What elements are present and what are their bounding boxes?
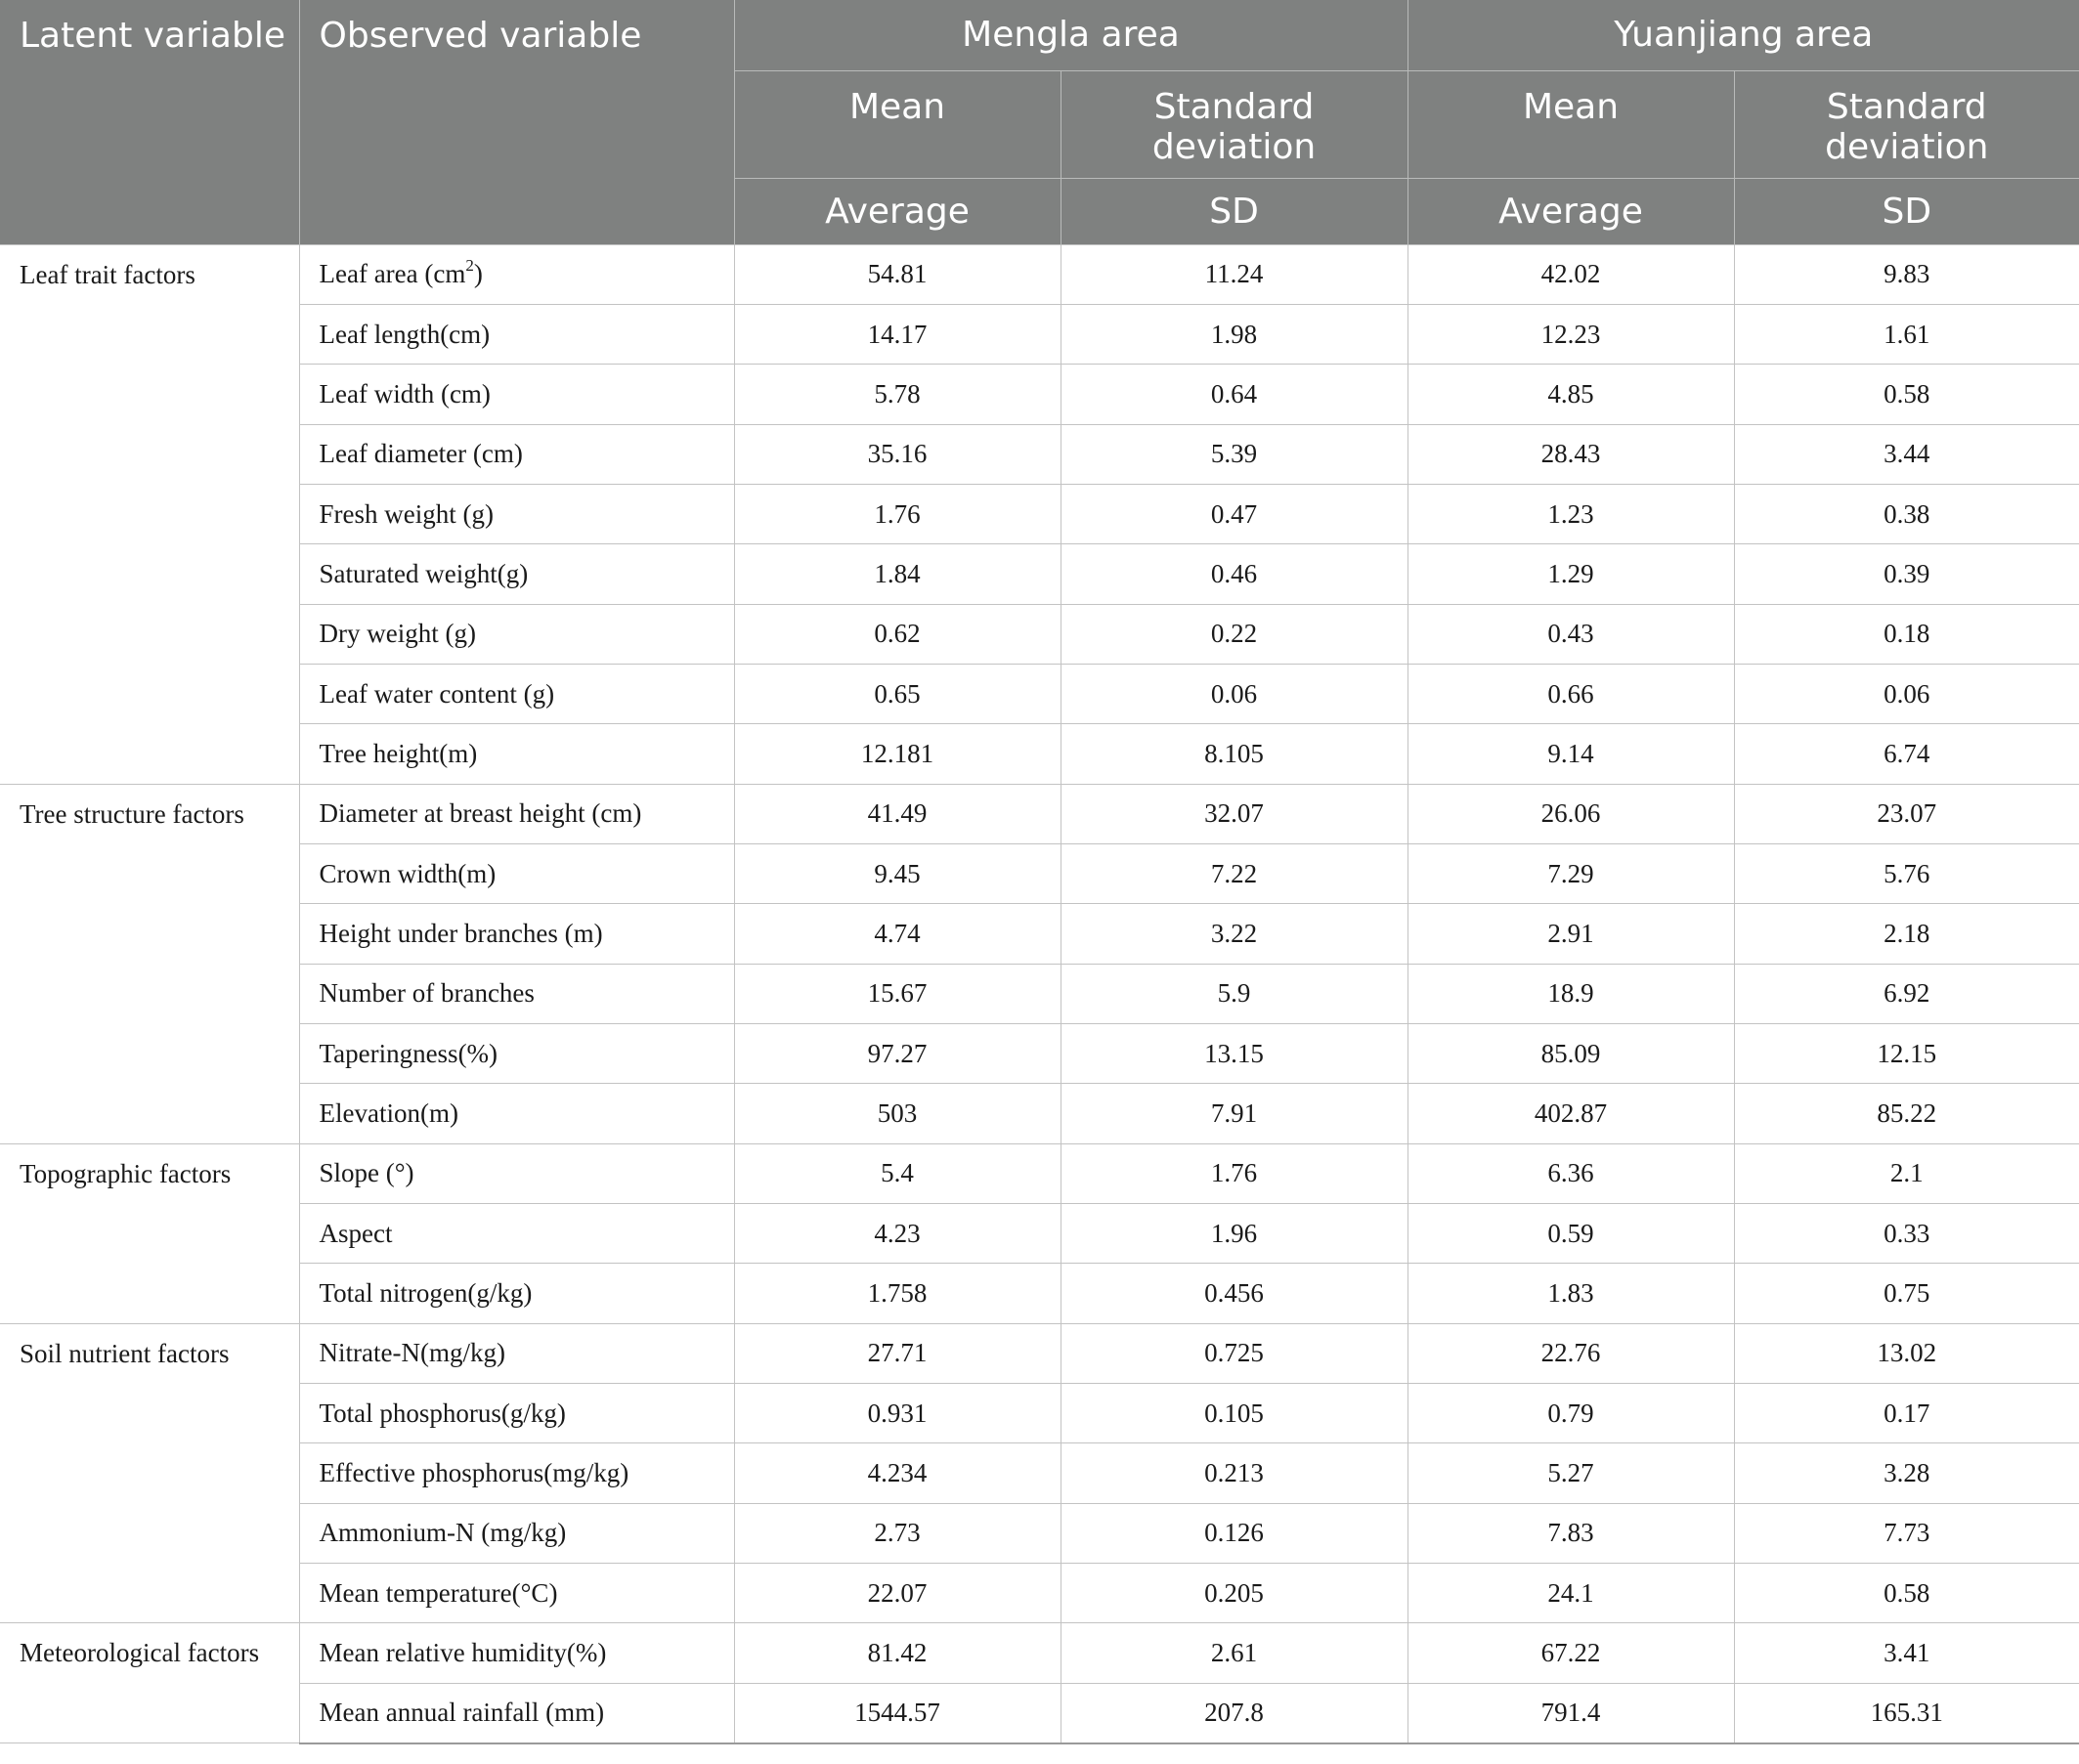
yuanjiang-mean-cell: 0.59 [1408, 1204, 1734, 1264]
mengla-mean-cell: 4.234 [734, 1443, 1061, 1503]
mengla-sd-cell: 0.22 [1061, 604, 1408, 664]
observed-variable-label: Total phosphorus(g/kg) [319, 1398, 566, 1428]
yuanjiang-sd-cell: 3.44 [1734, 424, 2079, 484]
unit-superscript: 2 [465, 256, 474, 276]
mengla-sd-cell: 1.96 [1061, 1204, 1408, 1264]
yuanjiang-mean-cell: 9.14 [1408, 724, 1734, 784]
yuanjiang-mean-cell: 22.76 [1408, 1323, 1734, 1383]
mengla-mean-cell: 22.07 [734, 1564, 1061, 1623]
mengla-sd-cell: 207.8 [1061, 1683, 1408, 1742]
mengla-mean-cell: 97.27 [734, 1023, 1061, 1083]
observed-variable-label: Total nitrogen(g/kg) [319, 1278, 533, 1309]
mengla-sd-cell: 7.22 [1061, 843, 1408, 903]
yuanjiang-sd-cell: 2.18 [1734, 904, 2079, 964]
yuanjiang-sd-cell: 0.39 [1734, 544, 2079, 604]
observed-variable-label: Nitrate-N(mg/kg) [319, 1338, 505, 1368]
header-observed-variable: Observed variable [299, 0, 734, 244]
latent-variable-cell: Soil nutrient factors [0, 1323, 299, 1623]
mengla-sd-cell: 0.126 [1061, 1503, 1408, 1563]
observed-variable-cell [299, 784, 734, 843]
table-row [0, 1084, 2079, 1143]
yuanjiang-mean-cell: 24.1 [1408, 1564, 1734, 1623]
header-latent-variable: Latent variable [0, 0, 299, 244]
mengla-mean-cell: 14.17 [734, 304, 1061, 364]
header-sub-mengla-sd: SD [1061, 178, 1408, 244]
yuanjiang-mean-cell: 1.83 [1408, 1264, 1734, 1323]
table-row [0, 1323, 2079, 1383]
table-row [0, 244, 2079, 304]
yuanjiang-sd-cell: 1.61 [1734, 304, 2079, 364]
mengla-mean-cell: 1.76 [734, 484, 1061, 543]
yuanjiang-mean-cell: 26.06 [1408, 784, 1734, 843]
yuanjiang-mean-cell: 42.02 [1408, 244, 1734, 304]
yuanjiang-mean-cell: 18.9 [1408, 964, 1734, 1023]
observed-variable-label: Number of branches [319, 978, 535, 1009]
observed-variable-cell [299, 1384, 734, 1443]
observed-variable-cell [299, 1264, 734, 1323]
yuanjiang-mean-cell: 7.83 [1408, 1503, 1734, 1563]
observed-variable-cell [299, 664, 734, 723]
table-row [0, 784, 2079, 843]
table-row [0, 365, 2079, 424]
yuanjiang-mean-cell: 0.43 [1408, 604, 1734, 664]
yuanjiang-sd-cell: 0.58 [1734, 1564, 2079, 1623]
table-row [0, 724, 2079, 784]
yuanjiang-sd-cell: 0.38 [1734, 484, 2079, 543]
observed-variable-cell [299, 1683, 734, 1742]
header-sub-yuanjiang-average: Average [1408, 178, 1734, 244]
observed-variable-label: Aspect [319, 1218, 393, 1248]
observed-variable-label: Slope (°) [319, 1158, 414, 1188]
table-row [0, 1204, 2079, 1264]
observed-variable-cell [299, 1143, 734, 1203]
mengla-sd-cell: 0.205 [1061, 1564, 1408, 1623]
mengla-sd-cell: 5.39 [1061, 424, 1408, 484]
table-row [0, 1143, 2079, 1203]
observed-variable-cell [299, 843, 734, 903]
observed-variable-label: Mean relative humidity(%) [319, 1638, 607, 1668]
yuanjiang-mean-cell: 28.43 [1408, 424, 1734, 484]
observed-variable-label: Leaf area (cm [319, 259, 466, 289]
mengla-mean-cell: 4.23 [734, 1204, 1061, 1264]
header-stat-mengla-mean: Mean [734, 70, 1061, 178]
table-body [0, 244, 2079, 1743]
header-region-mengla: Mengla area [734, 0, 1408, 70]
observed-variable-cell [299, 424, 734, 484]
mengla-sd-cell: 3.22 [1061, 904, 1408, 964]
mengla-mean-cell: 503 [734, 1084, 1061, 1143]
mengla-sd-cell: 11.24 [1061, 244, 1408, 304]
yuanjiang-sd-cell: 5.76 [1734, 843, 2079, 903]
observed-variable-cell [299, 1023, 734, 1083]
yuanjiang-sd-cell: 0.58 [1734, 365, 2079, 424]
table-row [0, 664, 2079, 723]
yuanjiang-sd-cell: 0.33 [1734, 1204, 2079, 1264]
mengla-mean-cell: 1.84 [734, 544, 1061, 604]
table-row [0, 424, 2079, 484]
observed-variable-cell [299, 484, 734, 543]
observed-variable-label: Saturated weight(g) [319, 558, 529, 588]
mengla-sd-cell: 1.76 [1061, 1143, 1408, 1203]
yuanjiang-sd-cell: 3.41 [1734, 1623, 2079, 1683]
yuanjiang-mean-cell: 1.23 [1408, 484, 1734, 543]
yuanjiang-mean-cell: 0.66 [1408, 664, 1734, 723]
header-stat-yuanjiang-sd: Standard deviation [1734, 70, 2079, 178]
latent-variable-cell: Tree structure factors [0, 784, 299, 1143]
table-row [0, 544, 2079, 604]
yuanjiang-sd-cell: 0.06 [1734, 664, 2079, 723]
table-row [0, 1623, 2079, 1683]
mengla-sd-cell: 13.15 [1061, 1023, 1408, 1083]
mengla-mean-cell: 4.74 [734, 904, 1061, 964]
observed-variable-cell [299, 724, 734, 784]
observed-variable-label: Leaf diameter (cm) [319, 439, 523, 469]
header-stat-yuanjiang-mean: Mean [1408, 70, 1734, 178]
yuanjiang-mean-cell: 4.85 [1408, 365, 1734, 424]
observed-variable-label: Tree height(m) [319, 738, 478, 768]
observed-variable-label: Mean annual rainfall (mm) [319, 1698, 605, 1728]
yuanjiang-mean-cell: 1.29 [1408, 544, 1734, 604]
yuanjiang-mean-cell: 7.29 [1408, 843, 1734, 903]
table-header [0, 0, 2079, 244]
observed-variable-label: Ammonium-N (mg/kg) [319, 1518, 567, 1548]
observed-variable-label: Effective phosphorus(mg/kg) [319, 1458, 629, 1488]
mengla-sd-cell: 0.105 [1061, 1384, 1408, 1443]
mengla-mean-cell: 35.16 [734, 424, 1061, 484]
observed-variable-cell [299, 544, 734, 604]
observed-variable-cell [299, 1623, 734, 1683]
mengla-mean-cell: 9.45 [734, 843, 1061, 903]
table-row [0, 904, 2079, 964]
mengla-sd-cell: 2.61 [1061, 1623, 1408, 1683]
observed-variable-label: Leaf water content (g) [319, 678, 555, 709]
mengla-sd-cell: 0.456 [1061, 1264, 1408, 1323]
observed-variable-cell [299, 1204, 734, 1264]
observed-variable-cell [299, 1443, 734, 1503]
table-row [0, 1023, 2079, 1083]
header-region-yuanjiang: Yuanjiang area [1408, 0, 2079, 70]
observed-variable-cell [299, 964, 734, 1023]
observed-variable-cell [299, 604, 734, 664]
mengla-sd-cell: 0.213 [1061, 1443, 1408, 1503]
yuanjiang-mean-cell: 85.09 [1408, 1023, 1734, 1083]
table-row [0, 843, 2079, 903]
yuanjiang-mean-cell: 791.4 [1408, 1683, 1734, 1742]
mengla-mean-cell: 1544.57 [734, 1683, 1061, 1742]
table-row [0, 964, 2079, 1023]
mengla-mean-cell: 2.73 [734, 1503, 1061, 1563]
mengla-mean-cell: 0.62 [734, 604, 1061, 664]
yuanjiang-sd-cell: 23.07 [1734, 784, 2079, 843]
yuanjiang-mean-cell: 2.91 [1408, 904, 1734, 964]
yuanjiang-mean-cell: 6.36 [1408, 1143, 1734, 1203]
yuanjiang-sd-cell: 7.73 [1734, 1503, 2079, 1563]
table-row [0, 1503, 2079, 1563]
yuanjiang-mean-cell: 67.22 [1408, 1623, 1734, 1683]
mengla-sd-cell: 0.06 [1061, 664, 1408, 723]
mengla-mean-cell: 0.931 [734, 1384, 1061, 1443]
latent-variable-cell: Meteorological factors [0, 1623, 299, 1743]
observed-variable-label: Crown width(m) [319, 858, 497, 888]
observed-variable-label: Elevation(m) [319, 1097, 458, 1128]
observed-variable-cell [299, 365, 734, 424]
yuanjiang-sd-cell: 0.75 [1734, 1264, 2079, 1323]
mengla-sd-cell: 0.47 [1061, 484, 1408, 543]
mengla-mean-cell: 1.758 [734, 1264, 1061, 1323]
yuanjiang-mean-cell: 5.27 [1408, 1443, 1734, 1503]
mengla-mean-cell: 41.49 [734, 784, 1061, 843]
table-row [0, 1443, 2079, 1503]
observed-variable-cell [299, 1564, 734, 1623]
yuanjiang-mean-cell: 402.87 [1408, 1084, 1734, 1143]
table-row [0, 1564, 2079, 1623]
yuanjiang-mean-cell: 0.79 [1408, 1384, 1734, 1443]
mengla-sd-cell: 0.725 [1061, 1323, 1408, 1383]
table-row [0, 304, 2079, 364]
table-row [0, 604, 2079, 664]
yuanjiang-sd-cell: 3.28 [1734, 1443, 2079, 1503]
yuanjiang-sd-cell: 2.1 [1734, 1143, 2079, 1203]
mengla-sd-cell: 8.105 [1061, 724, 1408, 784]
mengla-mean-cell: 15.67 [734, 964, 1061, 1023]
yuanjiang-sd-cell: 13.02 [1734, 1323, 2079, 1383]
mengla-mean-cell: 5.4 [734, 1143, 1061, 1203]
table-row [0, 1683, 2079, 1742]
yuanjiang-sd-cell: 6.74 [1734, 724, 2079, 784]
unit-suffix: ) [473, 259, 483, 289]
mengla-mean-cell: 5.78 [734, 365, 1061, 424]
mengla-mean-cell: 54.81 [734, 244, 1061, 304]
header-stat-mengla-sd: Standard deviation [1061, 70, 1408, 178]
header-sub-yuanjiang-sd: SD [1734, 178, 2079, 244]
mengla-sd-cell: 32.07 [1061, 784, 1408, 843]
mengla-mean-cell: 0.65 [734, 664, 1061, 723]
observed-variable-label: Diameter at breast height (cm) [319, 798, 642, 829]
observed-variable-cell [299, 1503, 734, 1563]
table-row [0, 1264, 2079, 1323]
mengla-sd-cell: 0.46 [1061, 544, 1408, 604]
yuanjiang-sd-cell: 165.31 [1734, 1683, 2079, 1742]
mengla-mean-cell: 27.71 [734, 1323, 1061, 1383]
yuanjiang-sd-cell: 85.22 [1734, 1084, 2079, 1143]
mengla-sd-cell: 5.9 [1061, 964, 1408, 1023]
mengla-sd-cell: 7.91 [1061, 1084, 1408, 1143]
observed-variable-cell [299, 904, 734, 964]
observed-variable-label: Taperingness(%) [319, 1038, 498, 1068]
mengla-sd-cell: 1.98 [1061, 304, 1408, 364]
observed-variable-cell [299, 1084, 734, 1143]
mengla-mean-cell: 81.42 [734, 1623, 1061, 1683]
observed-variable-label: Dry weight (g) [319, 619, 476, 649]
observed-variable-label: Leaf width (cm) [319, 378, 491, 409]
table-row [0, 1384, 2079, 1443]
yuanjiang-sd-cell: 9.83 [1734, 244, 2079, 304]
mengla-sd-cell: 0.64 [1061, 365, 1408, 424]
header-sub-mengla-average: Average [734, 178, 1061, 244]
observed-variable-label: Leaf length(cm) [319, 319, 491, 349]
observed-variable-cell [299, 1323, 734, 1383]
yuanjiang-sd-cell: 6.92 [1734, 964, 2079, 1023]
latent-variable-cell: Leaf trait factors [0, 244, 299, 784]
observed-variable-cell [299, 244, 734, 304]
table-row [0, 484, 2079, 543]
yuanjiang-sd-cell: 0.17 [1734, 1384, 2079, 1443]
observed-variable-cell [299, 304, 734, 364]
yuanjiang-sd-cell: 0.18 [1734, 604, 2079, 664]
yuanjiang-sd-cell: 12.15 [1734, 1023, 2079, 1083]
yuanjiang-mean-cell: 12.23 [1408, 304, 1734, 364]
observed-variable-label: Height under branches (m) [319, 918, 603, 948]
latent-variable-cell: Topographic factors [0, 1143, 299, 1323]
observed-variable-label: Fresh weight (g) [319, 498, 494, 529]
observed-variable-label: Mean temperature(°C) [319, 1577, 558, 1608]
mengla-mean-cell: 12.181 [734, 724, 1061, 784]
